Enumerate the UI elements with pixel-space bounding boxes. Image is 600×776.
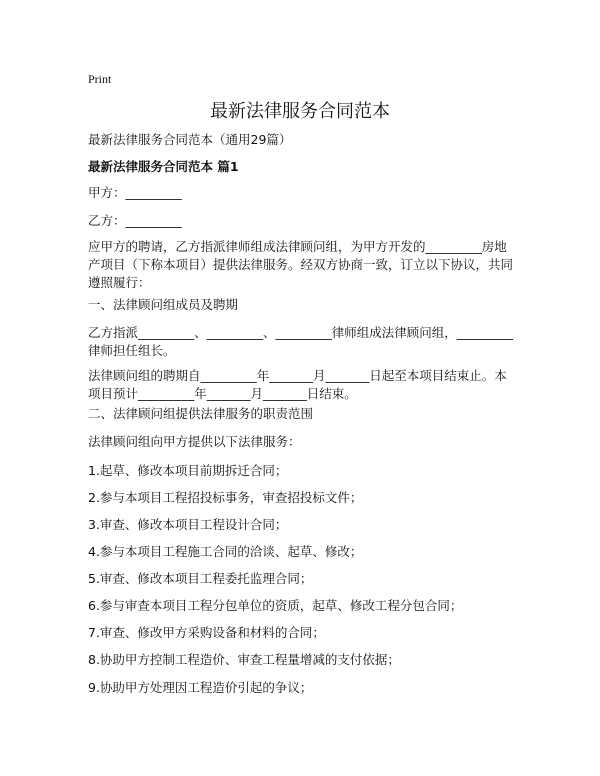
- clause-paragraph: 乙方指派_________、_________、_________律师组成法律顾问组，_________律师担任组长。: [88, 325, 514, 358]
- list-item: 9.协助甲方处理因工程造价引起的争议；: [88, 680, 313, 695]
- print-link[interactable]: Print: [88, 72, 112, 86]
- intro-paragraph: 应甲方的聘请，乙方指派律师组成法律顾问组，为甲方开发的_________房地产项目（下称本项目）提供法律服务。经双方协商一致，订立以下协议，共同遵照履行：: [88, 239, 514, 290]
- clause-paragraph: 法律顾问组向甲方提供以下法律服务：: [88, 434, 301, 449]
- list-item: 8.协助甲方控制工程造价、审查工程量增减的支付依据；: [88, 652, 400, 667]
- party-b-line: 乙方：_________: [88, 213, 182, 228]
- clause-paragraph: 法律顾问组的聘期自_________年_______月_______日起至本项目结束止。本项目预计_________年_______月_______日结束。: [88, 368, 507, 401]
- clause-heading-1: 一、法律顾问组成员及聘期: [88, 297, 239, 312]
- clause-heading-2: 二、法律顾问组提供法律服务的职责范围: [88, 406, 314, 421]
- list-item: 2.参与本项目工程招投标事务，审查招投标文件；: [88, 490, 363, 505]
- document-subtitle: 最新法律服务合同范本（通用29篇）: [88, 132, 292, 147]
- list-item: 1.起草、修改本项目前期拆迁合同；: [88, 463, 288, 478]
- document-title: 最新法律服务合同范本: [210, 101, 390, 122]
- list-item: 6.参与审查本项目工程分包单位的资质，起草、修改工程分包合同；: [88, 598, 463, 613]
- party-a-line: 甲方：_________: [88, 185, 182, 200]
- list-item: 3.审查、修改本项目工程设计合同；: [88, 517, 288, 532]
- list-item: 4.参与本项目工程施工合同的洽谈、起草、修改；: [88, 544, 363, 559]
- list-item: 7.审查、修改甲方采购设备和材料的合同；: [88, 625, 325, 640]
- list-item: 5.审查、修改本项目工程委托监理合同；: [88, 571, 313, 586]
- section-heading: 最新法律服务合同范本 篇1: [88, 159, 239, 174]
